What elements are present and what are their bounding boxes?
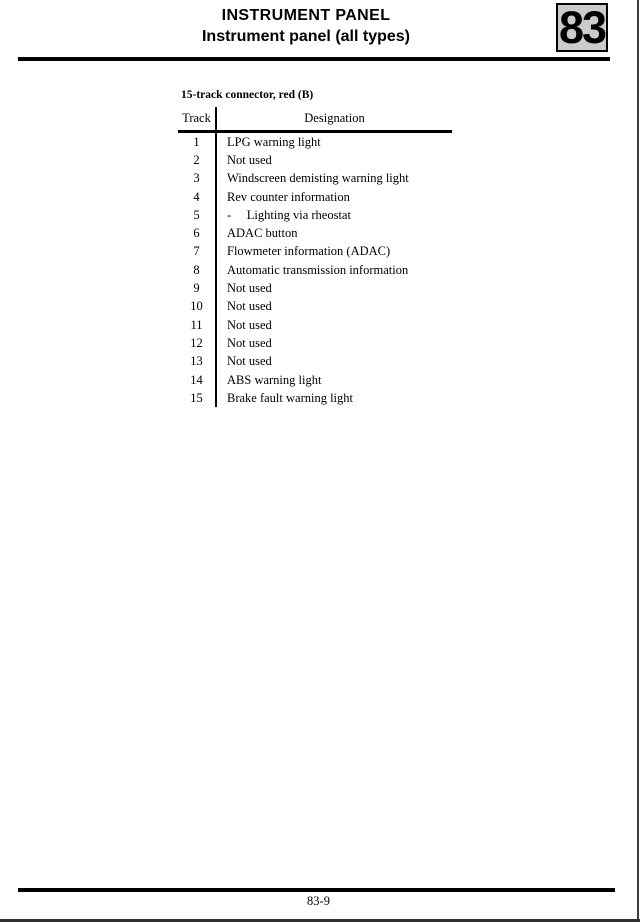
table-row <box>178 224 452 242</box>
table-row <box>178 298 452 316</box>
designation-cell: Not used <box>215 353 452 371</box>
table-row <box>178 206 452 224</box>
designation-cell: - Lighting via rheostat <box>215 206 452 224</box>
designation-cell: Brake fault warning light <box>215 389 452 407</box>
designation-cell: Rev counter information <box>215 188 452 206</box>
table-row <box>178 133 452 151</box>
track-cell: 15 <box>190 390 203 405</box>
connector-table-body <box>178 133 452 407</box>
track-cell: 11 <box>190 317 203 332</box>
track-cell: 12 <box>190 335 203 350</box>
section-number-box: 83 <box>556 3 608 52</box>
page-number: 83-9 <box>307 894 330 908</box>
track-cell: 8 <box>193 262 200 277</box>
track-cell: 1 <box>193 134 200 149</box>
header-rule <box>18 57 610 61</box>
designation-cell: Not used <box>215 316 452 334</box>
page-title: INSTRUMENT PANEL <box>221 7 391 24</box>
table-row <box>178 170 452 188</box>
table-row <box>178 151 452 169</box>
track-cell: 7 <box>193 244 200 259</box>
designation-cell: Not used <box>215 298 452 316</box>
connector-table <box>178 107 452 407</box>
scan-edge-right <box>637 0 639 922</box>
designation-cell: Windscreen demisting warning light <box>215 170 452 188</box>
track-cell: 14 <box>190 372 203 387</box>
track-cell: 6 <box>193 226 200 241</box>
designation-cell: Not used <box>215 151 452 169</box>
track-cell: 5 <box>193 207 200 222</box>
track-cell: 10 <box>190 299 203 314</box>
table-row <box>178 389 452 407</box>
table-row <box>178 261 452 279</box>
table-row <box>178 334 452 352</box>
connector-table-header <box>178 107 452 133</box>
table-row <box>178 279 452 297</box>
footer-rule <box>18 888 615 892</box>
header <box>0 5 612 48</box>
table-row <box>178 371 452 389</box>
track-cell: 2 <box>193 152 200 167</box>
table-row <box>178 188 452 206</box>
column-header-designation: Designation <box>215 107 452 130</box>
designation-cell: ABS warning light <box>215 371 452 389</box>
designation-cell: Not used <box>215 279 452 297</box>
table-row <box>178 316 452 334</box>
designation-cell: Automatic transmission information <box>215 261 452 279</box>
column-header-track: Track <box>182 111 211 125</box>
designation-cell: Flowmeter information (ADAC) <box>215 243 452 261</box>
track-cell: 3 <box>193 171 200 186</box>
track-cell: 9 <box>193 281 200 296</box>
page-subtitle: Instrument panel (all types) <box>201 28 411 45</box>
designation-cell: ADAC button <box>215 224 452 242</box>
designation-cell: LPG warning light <box>215 133 452 151</box>
designation-cell: Not used <box>215 334 452 352</box>
track-cell: 13 <box>190 354 203 369</box>
table-row <box>178 353 452 371</box>
table-row <box>178 243 452 261</box>
table-caption: 15-track connector, red (B) <box>181 89 314 101</box>
track-cell: 4 <box>193 189 200 204</box>
